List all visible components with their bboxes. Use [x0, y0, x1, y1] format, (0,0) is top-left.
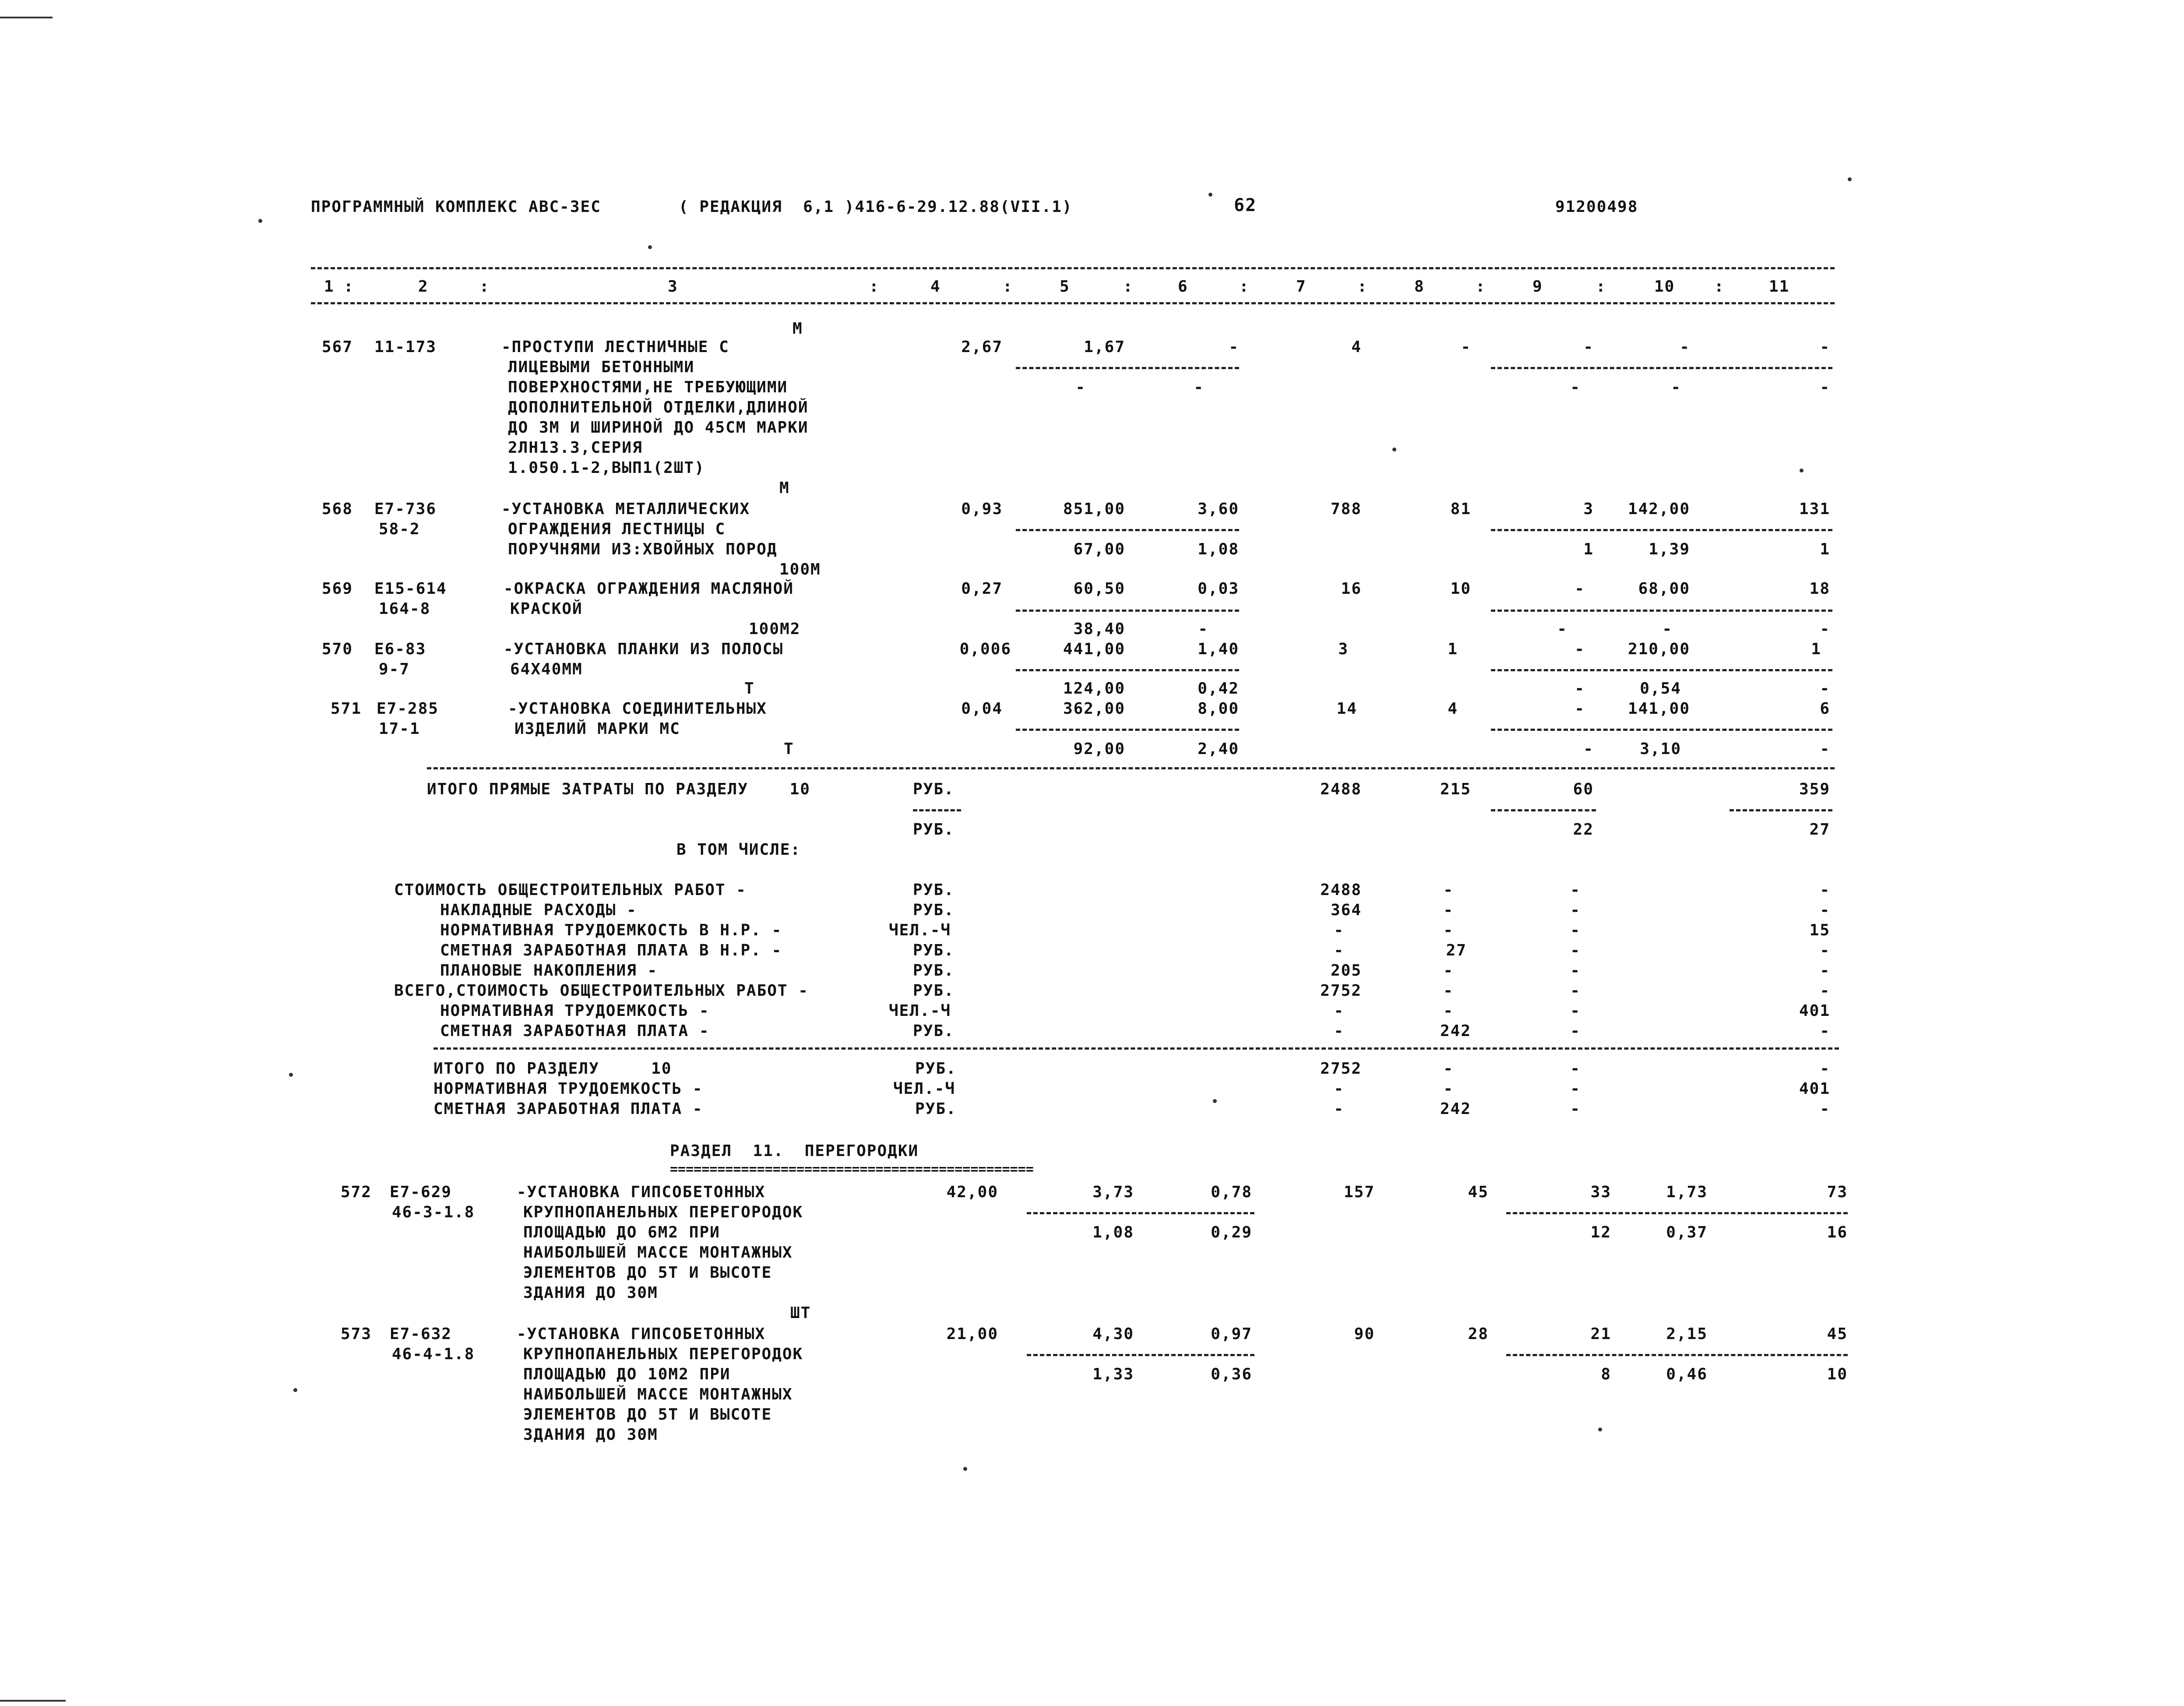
breakdown-wage: 27	[1446, 941, 1467, 959]
machine-sub-value: 8	[1601, 1365, 1611, 1383]
scan-speck	[1208, 193, 1212, 197]
quantity-value: 0,27	[961, 580, 1003, 598]
scan-speck	[258, 219, 262, 223]
breakdown-machine: -	[1570, 941, 1581, 959]
section-total-cost: 2488	[1320, 780, 1362, 798]
labor-rate-sub-value: 1,39	[1649, 540, 1690, 558]
column-separator: :	[1596, 278, 1606, 296]
labor-total-value: 131	[1799, 500, 1830, 518]
unit-label: Т	[744, 680, 755, 698]
quantity-value: 0,04	[961, 700, 1003, 718]
item-description-line: ЛИЦЕВЫМИ БЕТОННЫМИ	[508, 358, 695, 376]
breakdown-cost: -	[1334, 921, 1344, 939]
column-number: 11	[1769, 278, 1790, 296]
breakdown-labor: -	[1820, 962, 1830, 980]
sub-rule	[1491, 669, 1832, 671]
labor-total-value: 18	[1809, 580, 1830, 598]
scan-speck	[1598, 1428, 1602, 1431]
machine-value: 21	[1590, 1325, 1611, 1343]
machine-value: 3	[1583, 500, 1594, 518]
labor-total-value: -	[1820, 338, 1830, 356]
unit-wage-sub-value: 2,40	[1198, 740, 1239, 758]
item-description-line: 64Х40ММ	[510, 660, 583, 678]
rate-subcode: 9-7	[379, 660, 410, 678]
breakdown-wage: 242	[1440, 1022, 1471, 1040]
machine-value: -	[1583, 338, 1594, 356]
total-wage-value: 28	[1468, 1325, 1489, 1343]
breakdown-labor: -	[1820, 982, 1830, 1000]
column-number: 5	[1060, 278, 1070, 296]
breakdown-cost: 364	[1330, 901, 1362, 919]
summary-machine: -	[1570, 1060, 1581, 1078]
unit-wage-sub-value: 0,29	[1211, 1223, 1252, 1241]
item-description-line: ПЛОЩАДЬЮ ДО 6М2 ПРИ	[523, 1223, 720, 1241]
machine-sub-value: -	[1575, 680, 1585, 698]
sub-rule	[1016, 367, 1239, 369]
unit-cost-value: 3,73	[1092, 1183, 1134, 1201]
item-number: 572	[341, 1183, 372, 1201]
column-separator: :	[344, 278, 354, 296]
column-separator: :	[1714, 278, 1725, 296]
breakdown-cost: -	[1334, 1002, 1344, 1020]
labor-total-sub-value: 10	[1827, 1365, 1848, 1383]
summary-unit: РУБ.	[915, 1060, 957, 1078]
unit-wage-sub-value: 0,42	[1198, 680, 1239, 698]
breakdown-machine: -	[1570, 982, 1581, 1000]
unit-cost-sub-value: 67,00	[1073, 540, 1125, 558]
summary-unit: РУБ.	[915, 1100, 957, 1118]
unit-label: ШТ	[790, 1304, 811, 1322]
breakdown-wage: -	[1443, 901, 1454, 919]
labor-rate-sub-value: 0,46	[1666, 1365, 1708, 1383]
sub-rule	[1506, 1212, 1848, 1214]
summary-unit: ЧЕЛ.-Ч	[893, 1080, 956, 1098]
column-number: 7	[1296, 278, 1307, 296]
summary-machine: -	[1570, 1080, 1581, 1098]
labor-total-sub-value: -	[1820, 740, 1830, 758]
breakdown-machine: -	[1570, 921, 1581, 939]
summary-label: СМЕТНАЯ ЗАРАБОТНАЯ ПЛАТА -	[433, 1100, 703, 1118]
labor-total-sub-value: 16	[1827, 1223, 1848, 1241]
column-number: 3	[668, 278, 678, 296]
unit-cost-value: 362,00	[1063, 700, 1125, 718]
quantity-value: 0,006	[959, 640, 1011, 658]
unit-cost-value: 60,50	[1073, 580, 1125, 598]
rate-code: Е7-736	[374, 500, 437, 518]
item-description-line: ИЗДЕЛИЙ МАРКИ МС	[514, 720, 680, 738]
breakdown-unit: ЧЕЛ.-Ч	[889, 921, 951, 939]
item-description-line: ЗДАНИЯ ДО 30М	[523, 1426, 658, 1444]
labor-total-value: 6	[1820, 700, 1830, 718]
total-cost-value: 3	[1338, 640, 1349, 658]
breakdown-labor: -	[1820, 1022, 1830, 1040]
sub-rule	[1491, 809, 1596, 811]
document-code: 91200498	[1555, 198, 1638, 216]
item-number: 571	[331, 700, 362, 718]
column-number: 10	[1654, 278, 1675, 296]
page-number: 62	[1234, 195, 1257, 215]
breakdown-label: СМЕТНАЯ ЗАРАБОТНАЯ ПЛАТА В Н.Р. -	[440, 941, 782, 959]
unit-label: 100М2	[749, 620, 801, 638]
item-description-line: КРУПНОПАНЕЛЬНЫХ ПЕРЕГОРОДОК	[523, 1203, 803, 1221]
unit-wage-sub-value: 0,36	[1211, 1365, 1252, 1383]
item-number: 567	[322, 338, 353, 356]
summary-label: НОРМАТИВНАЯ ТРУДОЕМКОСТЬ -	[433, 1080, 703, 1098]
breakdown-machine: -	[1570, 1002, 1581, 1020]
breakdown-labor: 15	[1809, 921, 1830, 939]
breakdown-label: СМЕТНАЯ ЗАРАБОТНАЯ ПЛАТА -	[440, 1022, 710, 1040]
breakdown-unit: РУБ.	[913, 881, 955, 899]
quantity-value: 2,67	[961, 338, 1003, 356]
section-title: РАЗДЕЛ 11. ПЕРЕГОРОДКИ	[670, 1142, 919, 1160]
total-cost-value: 157	[1343, 1183, 1375, 1201]
unit-cost-value: 441,00	[1063, 640, 1125, 658]
summary-labor: -	[1820, 1060, 1830, 1078]
section-total-unit: РУБ.	[913, 780, 955, 798]
summary-cost: 2752	[1320, 1060, 1362, 1078]
unit-cost-sub-value: 124,00	[1063, 680, 1125, 698]
unit-wage-value: 0,03	[1198, 580, 1239, 598]
machine-value: 33	[1590, 1183, 1611, 1201]
breakdown-labor: 401	[1799, 1002, 1830, 1020]
program-title: ПРОГРАММНЫЙ КОМПЛЕКС АВС-3ЕС	[311, 198, 601, 216]
summary-labor: 401	[1799, 1080, 1830, 1098]
sub-rule	[1016, 529, 1239, 531]
labor-total-value: 1	[1811, 640, 1821, 658]
unit-wage-sub-value: -	[1194, 378, 1204, 396]
summary-labor: -	[1820, 1100, 1830, 1118]
sub-rule	[1491, 729, 1832, 731]
labor-rate-value: -	[1680, 338, 1690, 356]
labor-rate-sub-value: 0,54	[1640, 680, 1681, 698]
column-separator: :	[1476, 278, 1486, 296]
unit-wage-value: 3,60	[1198, 500, 1239, 518]
labor-total-sub-value: 1	[1820, 540, 1830, 558]
rate-code: Е7-285	[377, 700, 439, 718]
breakdown-cost: 2488	[1320, 881, 1362, 899]
rate-code: Е7-629	[390, 1183, 452, 1201]
item-number: 573	[341, 1325, 372, 1343]
item-description-line: НАИБОЛЬШЕЙ МАССЕ МОНТАЖНЫХ	[523, 1244, 793, 1262]
breakdown-cost: -	[1334, 941, 1344, 959]
item-description-line: КРУПНОПАНЕЛЬНЫХ ПЕРЕГОРОДОК	[523, 1345, 803, 1363]
breakdown-unit: РУБ.	[913, 941, 955, 959]
section-total-labor: 359	[1799, 780, 1830, 798]
item-description-line: -УСТАНОВКА ГИПСОБЕТОННЫХ	[517, 1183, 766, 1201]
labor-rate-value: 2,15	[1666, 1325, 1708, 1343]
total-cost-value: 90	[1354, 1325, 1375, 1343]
section-total-rule	[427, 767, 1835, 769]
breakdown-cost: 2752	[1320, 982, 1362, 1000]
sub-rule	[1016, 729, 1239, 731]
item-number: 569	[322, 580, 353, 598]
summary-wage: -	[1443, 1080, 1454, 1098]
machine-sub-value: 12	[1590, 1223, 1611, 1241]
item-description-line: -УСТАНОВКА СОЕДИНИТЕЛЬНЫХ	[508, 700, 767, 718]
sub-rule	[913, 809, 961, 811]
rate-code: Е15-614	[374, 580, 447, 598]
edition-info: ( РЕДАКЦИЯ 6,1 )416-6-29.12.88(VII.1)	[679, 198, 1073, 216]
item-description-line: НАИБОЛЬШЕЙ МАССЕ МОНТАЖНЫХ	[523, 1385, 793, 1403]
labor-total-sub-value: -	[1820, 378, 1830, 396]
breakdown-wage: -	[1443, 921, 1454, 939]
labor-rate-value: 141,00	[1627, 700, 1690, 718]
total-wage-value: 10	[1450, 580, 1471, 598]
labor-rate-sub-value: 3,10	[1640, 740, 1681, 758]
item-description-line: ПЛОЩАДЬЮ ДО 10М2 ПРИ	[523, 1365, 731, 1383]
labor-rate-sub-value: -	[1662, 620, 1673, 638]
breakdown-label: НОРМАТИВНАЯ ТРУДОЕМКОСТЬ В Н.Р. -	[440, 921, 782, 939]
item-description-line: ОГРАЖДЕНИЯ ЛЕСТНИЦЫ С	[508, 520, 726, 538]
margin-mark-bottom	[0, 1700, 66, 1702]
item-description-line: 2ЛН13.3,СЕРИЯ	[508, 439, 643, 457]
total-cost-value: 4	[1351, 338, 1362, 356]
item-description-line: ПОВЕРХНОСТЯМИ,НЕ ТРЕБУЮЩИМИ	[508, 378, 788, 396]
column-number: 2	[418, 278, 429, 296]
unit-label: М	[793, 320, 803, 338]
rate-code: Е6-83	[374, 640, 426, 658]
scan-speck	[648, 245, 652, 249]
total-wage-value: -	[1461, 338, 1471, 356]
column-number: 9	[1532, 278, 1543, 296]
unit-label: 100М	[779, 560, 821, 578]
unit-wage-value: 0,97	[1211, 1325, 1252, 1343]
unit-cost-sub-value: 38,40	[1073, 620, 1125, 638]
breakdown-unit: РУБ.	[913, 962, 955, 980]
sub-rule	[1491, 610, 1832, 612]
column-separator: :	[1003, 278, 1013, 296]
unit-cost-sub-value: 1,33	[1092, 1365, 1134, 1383]
total-wage-value: 81	[1450, 500, 1471, 518]
item-number: 570	[322, 640, 353, 658]
header-rule-top	[311, 267, 1835, 269]
breakdown-unit: ЧЕЛ.-Ч	[889, 1002, 951, 1020]
labor-total-value: 45	[1827, 1325, 1848, 1343]
breakdown-labor: -	[1820, 881, 1830, 899]
breakdown-cost: -	[1334, 1022, 1344, 1040]
machine-sub-value: -	[1557, 620, 1568, 638]
item-description-line: -ОКРАСКА ОГРАЖДЕНИЯ МАСЛЯНОЙ	[504, 580, 794, 598]
breakdown-unit: РУБ.	[913, 901, 955, 919]
section-total-wage: 215	[1440, 780, 1471, 798]
total-cost-value: 788	[1330, 500, 1362, 518]
unit-cost-sub-value: -	[1075, 378, 1086, 396]
machine-value: -	[1575, 580, 1585, 598]
column-number: 4	[930, 278, 941, 296]
labor-rate-sub-value: 0,37	[1666, 1223, 1708, 1241]
scan-speck	[1800, 469, 1804, 472]
item-description-line: -УСТАНОВКА МЕТАЛЛИЧЕСКИХ	[501, 500, 750, 518]
breakdown-machine: -	[1570, 962, 1581, 980]
sub-rule	[1016, 669, 1239, 671]
labor-total-value: 73	[1827, 1183, 1848, 1201]
breakdown-labor: -	[1820, 941, 1830, 959]
unit-cost-value: 4,30	[1092, 1325, 1134, 1343]
rate-subcode: 164-8	[379, 600, 431, 618]
summary-label: ИТОГО ПО РАЗДЕЛУ 10	[433, 1060, 672, 1078]
unit-label: М	[779, 479, 790, 497]
rate-code: Е7-632	[390, 1325, 452, 1343]
labor-rate-value: 142,00	[1627, 500, 1690, 518]
section-total-machine-sub: 22	[1573, 821, 1594, 839]
item-description-line: -УСТАНОВКА ГИПСОБЕТОННЫХ	[517, 1325, 766, 1343]
unit-wage-sub-value: -	[1198, 620, 1208, 638]
sub-rule	[1491, 529, 1832, 531]
margin-mark-top	[0, 17, 53, 18]
summary-wage: 242	[1440, 1100, 1471, 1118]
total-wage-value: 1	[1448, 640, 1458, 658]
breakdown-end-rule	[433, 1047, 1839, 1050]
total-cost-value: 16	[1341, 580, 1362, 598]
breakdown-wage: -	[1443, 1002, 1454, 1020]
section-total-label: ИТОГО ПРЯМЫЕ ЗАТРАТЫ ПО РАЗДЕЛУ 10	[427, 780, 810, 798]
labor-rate-value: 1,73	[1666, 1183, 1708, 1201]
machine-value: -	[1575, 700, 1585, 718]
column-separator: :	[1123, 278, 1134, 296]
unit-cost-value: 1,67	[1084, 338, 1125, 356]
including-label: В ТОМ ЧИСЛЕ:	[676, 841, 801, 859]
unit-cost-sub-value: 92,00	[1073, 740, 1125, 758]
labor-rate-sub-value: -	[1671, 378, 1681, 396]
column-number: 1	[324, 278, 335, 296]
machine-sub-value: -	[1583, 740, 1594, 758]
scan-speck	[1392, 448, 1396, 451]
unit-wage-value: 1,40	[1198, 640, 1239, 658]
sub-rule	[1506, 1354, 1848, 1356]
quantity-value: 21,00	[946, 1325, 998, 1343]
breakdown-machine: -	[1570, 901, 1581, 919]
column-separator: :	[1357, 278, 1368, 296]
unit-label: Т	[784, 740, 794, 758]
sub-rule	[1027, 1354, 1254, 1356]
summary-machine: -	[1570, 1100, 1581, 1118]
summary-wage: -	[1443, 1060, 1454, 1078]
sub-rule	[1491, 367, 1832, 369]
machine-sub-value: -	[1570, 378, 1581, 396]
unit-cost-value: 851,00	[1063, 500, 1125, 518]
item-description-line: ЭЛЕМЕНТОВ ДО 5Т И ВЫСОТЕ	[523, 1406, 772, 1424]
total-wage-value: 45	[1468, 1183, 1489, 1201]
summary-cost: -	[1334, 1100, 1344, 1118]
unit-wage-sub-value: 1,08	[1198, 540, 1239, 558]
scan-speck	[963, 1467, 967, 1471]
scan-speck	[1213, 1099, 1217, 1103]
section-total-machine: 60	[1573, 780, 1594, 798]
item-description-line: -ПРОСТУПИ ЛЕСТНИЧНЫЕ С	[501, 338, 729, 356]
column-number: 8	[1414, 278, 1425, 296]
breakdown-label: НАКЛАДНЫЕ РАСХОДЫ -	[440, 901, 637, 919]
breakdown-unit: РУБ.	[913, 1022, 955, 1040]
item-description-line: ПОРУЧНЯМИ ИЗ:ХВОЙНЫХ ПОРОД	[508, 540, 778, 558]
breakdown-wage: -	[1443, 962, 1454, 980]
labor-rate-value: 68,00	[1638, 580, 1690, 598]
sub-rule	[1027, 1212, 1254, 1214]
breakdown-label: ВСЕГО,СТОИМОСТЬ ОБЩЕСТРОИТЕЛЬНЫХ РАБОТ -	[394, 982, 809, 1000]
item-description-line: ДО 3М И ШИРИНОЙ ДО 45СМ МАРКИ	[508, 419, 809, 437]
labor-total-sub-value: -	[1820, 680, 1830, 698]
breakdown-labor: -	[1820, 901, 1830, 919]
quantity-value: 42,00	[946, 1183, 998, 1201]
rate-subcode: 17-1	[379, 720, 420, 738]
labor-total-sub-value: -	[1820, 620, 1830, 638]
rate-subcode: 58-2	[379, 520, 420, 538]
sub-rule	[1016, 610, 1239, 612]
machine-value: -	[1575, 640, 1585, 658]
section-total-unit: РУБ.	[913, 821, 955, 839]
summary-cost: -	[1334, 1080, 1344, 1098]
quantity-value: 0,93	[961, 500, 1003, 518]
labor-rate-value: 210,00	[1627, 640, 1690, 658]
item-description-line: ЗДАНИЯ ДО 30М	[523, 1284, 658, 1302]
rate-subcode: 46-3-1.8	[392, 1203, 475, 1221]
breakdown-wage: -	[1443, 982, 1454, 1000]
scan-speck	[1848, 177, 1852, 181]
total-cost-value: 14	[1336, 700, 1357, 718]
unit-wage-value: 0,78	[1211, 1183, 1252, 1201]
breakdown-cost: 205	[1330, 962, 1362, 980]
breakdown-unit: РУБ.	[913, 982, 955, 1000]
unit-cost-sub-value: 1,08	[1092, 1223, 1134, 1241]
item-description-line: 1.050.1-2,ВЫП1(2ШТ)	[508, 459, 705, 477]
column-separator: :	[869, 278, 880, 296]
breakdown-wage: -	[1443, 881, 1454, 899]
item-description-line: ДОПОЛНИТЕЛЬНОЙ ОТДЕЛКИ,ДЛИНОЙ	[508, 398, 809, 416]
rate-code: 11-173	[374, 338, 437, 356]
breakdown-machine: -	[1570, 881, 1581, 899]
item-number: 568	[322, 500, 353, 518]
scan-speck	[293, 1388, 297, 1392]
item-description-line: КРАСКОЙ	[510, 600, 583, 618]
unit-wage-value: -	[1229, 338, 1239, 356]
column-number: 6	[1178, 278, 1188, 296]
breakdown-machine: -	[1570, 1022, 1581, 1040]
section-total-labor-sub: 27	[1809, 821, 1830, 839]
breakdown-label: СТОИМОСТЬ ОБЩЕСТРОИТЕЛЬНЫХ РАБОТ -	[394, 881, 747, 899]
scan-speck	[289, 1073, 293, 1077]
breakdown-label: ПЛАНОВЫЕ НАКОПЛЕНИЯ -	[440, 962, 658, 980]
column-separator: :	[479, 278, 490, 296]
total-wage-value: 4	[1448, 700, 1458, 718]
item-description-line: ЭЛЕМЕНТОВ ДО 5Т И ВЫСОТЕ	[523, 1264, 772, 1282]
section-title-underline: ==============================================	[670, 1162, 1034, 1177]
header-rule-bottom	[311, 302, 1835, 304]
breakdown-label: НОРМАТИВНАЯ ТРУДОЕМКОСТЬ -	[440, 1002, 710, 1020]
unit-wage-value: 8,00	[1198, 700, 1239, 718]
machine-sub-value: 1	[1583, 540, 1594, 558]
rate-subcode: 46-4-1.8	[392, 1345, 475, 1363]
item-description-line: -УСТАНОВКА ПЛАНКИ ИЗ ПОЛОСЫ	[504, 640, 784, 658]
sub-rule	[1730, 809, 1832, 811]
column-separator: :	[1239, 278, 1250, 296]
